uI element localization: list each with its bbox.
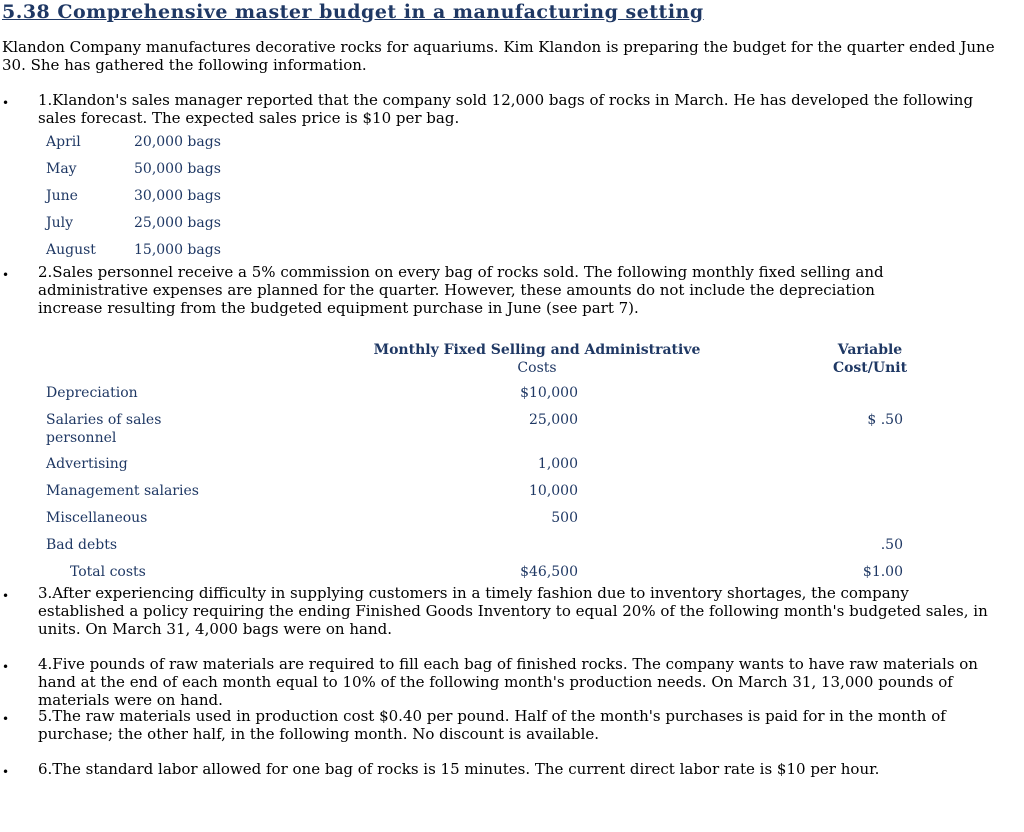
expense-row-variable: .50 — [880, 537, 903, 553]
page-title: 5.38 Comprehensive master budget in a manufacturing setting — [2, 1, 704, 23]
expense-row-variable: $ .50 — [867, 412, 903, 428]
expense-total-fixed: $46,500 — [520, 564, 578, 580]
variable-cost-header-line2: Cost/Unit — [832, 360, 908, 376]
expense-row-label: Bad debts — [46, 537, 118, 553]
bullet-marker: • — [2, 712, 10, 726]
forecast-qty: 50,000 bags — [134, 161, 221, 177]
expense-row-fixed: $10,000 — [520, 385, 578, 401]
expense-row-label: Advertising — [46, 456, 128, 472]
bullet-marker: • — [2, 268, 10, 282]
item-2-text: 2.Sales personnel receive a 5% commission on every bag of rocks sold. The following monthly fixed selling and administrative expenses are planned for the quarter. However, these amounts do not include the depreciation increase resulting from the budgeted equipment purchase in June (see part 7). — [38, 263, 884, 317]
item-1-text: 1.Klandon's sales manager reported that the company sold 12,000 bags of rocks in March. He has developed the following sales forecast. The expected sales price is $10 per bag. — [38, 91, 974, 127]
expense-row-label: Management salaries — [46, 483, 199, 499]
forecast-qty: 15,000 bags — [134, 242, 221, 258]
expense-total-variable: $1.00 — [862, 564, 903, 580]
fixed-costs-header: Monthly Fixed Selling and Administrative — [373, 342, 701, 358]
bullet-marker: • — [2, 660, 10, 674]
fixed-costs-header-line2: Costs — [517, 360, 557, 376]
expense-total-label: Total costs — [70, 564, 146, 580]
expense-row-fixed: 25,000 — [529, 412, 578, 428]
intro-paragraph: Klandon Company manufactures decorative rocks for aquariums. Kim Klandon is preparing the budget for the quarter ended June 30. She has gathered the following information. — [2, 38, 995, 74]
expense-row-label-line2: personnel — [46, 430, 117, 446]
bullet-marker: • — [2, 589, 10, 603]
forecast-qty: 20,000 bags — [134, 134, 221, 150]
expense-row-label: Salaries of sales — [46, 412, 162, 428]
item-4-text: 4.Five pounds of raw materials are required to fill each bag of finished rocks. The company wants to have raw materials on hand at the end of each month equal to 10% of the following month's production needs. On March 31, 13,000 pounds of materials were on hand. — [38, 655, 978, 709]
expense-row-fixed: 500 — [551, 510, 578, 526]
item-3-text: 3.After experiencing difficulty in supplying customers in a timely fashion due to inventory shortages, the company established a policy requiring the ending Finished Goods Inventory to equal 20% of the following month's budgeted sales, in units. On March 31, 4,000 bags were on hand. — [38, 584, 988, 638]
expense-row-label: Miscellaneous — [46, 510, 148, 526]
forecast-month: August — [46, 242, 96, 258]
forecast-qty: 25,000 bags — [134, 215, 221, 231]
item-5-text: 5.The raw materials used in production cost $0.40 per pound. Half of the month's purchases is paid for in the month of purchase; the other half, in the following month. No discount is available. — [38, 707, 946, 743]
bullet-marker: • — [2, 96, 10, 110]
forecast-qty: 30,000 bags — [134, 188, 221, 204]
forecast-month: June — [46, 188, 78, 204]
forecast-month: July — [46, 215, 74, 231]
forecast-month: May — [46, 161, 77, 177]
expense-row-fixed: 10,000 — [529, 483, 578, 499]
bullet-marker: • — [2, 765, 10, 779]
expense-row-fixed: 1,000 — [537, 456, 578, 472]
forecast-month: April — [46, 134, 81, 150]
variable-cost-header: Variable — [837, 342, 903, 358]
item-6-text: 6.The standard labor allowed for one bag of rocks is 15 minutes. The current direct labor rate is $10 per hour. — [38, 760, 880, 778]
expense-row-label: Depreciation — [46, 385, 138, 401]
